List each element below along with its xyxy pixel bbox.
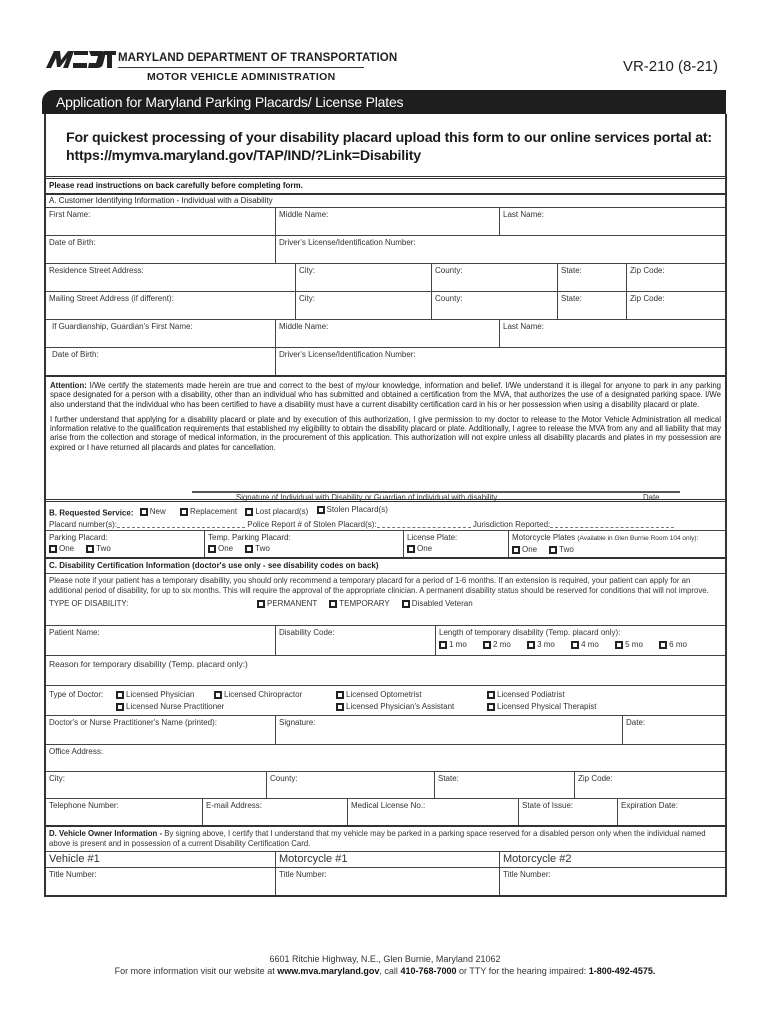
checkbox[interactable] [659,641,667,649]
attention-section [46,375,725,499]
footer-address: 6601 Ritchie Highway, N.E., Glen Burnie, Maryland 21062 [269,954,501,964]
parking-placard-label: Parking Placard: [49,533,108,542]
option-label: One [59,544,75,553]
option-label: One [522,545,538,554]
checkbox[interactable] [317,506,325,514]
option-label: Stolen Placard(s) [326,505,388,514]
option-label: 6 mo [669,640,687,649]
state-of-issue-field[interactable]: State of Issue: [518,799,617,825]
doctor-date-field[interactable]: Date: [622,716,725,744]
section-c-note: Please note if your patient has a temporary disability, you should only recommend a temporary placard for a period of 1-6 months. If an extension is required, your patient can apply for an additional period of disability, for up to six months. This will require the approval of the appropriate clinician. A permanent disability status should be reserved for conditions that will not improve. [49,576,709,595]
option-label: Licensed Podiatrist [497,690,565,699]
motorcycle-plates-two[interactable] [549,545,574,555]
option-label: Licensed Optometrist [346,690,422,699]
section-d-intro [46,827,725,851]
mailing-zip-field[interactable]: Zip Code: [626,292,725,319]
license-plate-one[interactable] [407,544,432,554]
option-label: Two [559,545,574,554]
checkbox[interactable] [571,641,579,649]
checkbox[interactable] [512,546,520,554]
doctor-physician-assistant-option[interactable] [336,701,454,713]
section-d-title: D. Vehicle Owner Information - [49,829,163,838]
middle-name-field[interactable]: Middle Name: [275,208,499,235]
police-report-input[interactable] [377,520,471,528]
length-1mo-option[interactable] [439,640,467,650]
option-label: New [149,507,166,516]
option-label: Disabled Veteran [411,599,473,609]
guardian-dob-row [46,347,725,375]
checkbox[interactable] [180,508,188,516]
motorcycle-2-header: Motorcycle #2 [499,852,725,867]
attention-label: Attention: [50,381,87,390]
disabled-veteran-option[interactable] [402,599,473,609]
portal-link[interactable]: https://mymva.maryland.gov/TAP/IND/?Link=Disability [66,148,421,164]
title-number-row [46,867,725,895]
checkbox[interactable] [336,691,344,699]
signature-label: Signature of Individual with Disability or Guardian of individual with disability [236,493,498,502]
checkbox[interactable] [615,641,623,649]
placard-numbers-input[interactable] [117,520,245,528]
placard-type-row [46,530,725,557]
doctor-type-row [46,685,725,715]
office-county-field[interactable]: County: [266,772,434,798]
license-plate-label: License Plate: [407,533,458,542]
option-label: 5 mo [625,640,643,649]
residence-address-field[interactable]: Residence Street Address: [49,266,144,275]
motorcycle-1-header: Motorcycle #1 [275,852,499,867]
mailing-row [46,291,725,319]
doctor-chiropractor-option[interactable] [214,689,302,701]
length-5mo-option[interactable] [615,640,643,650]
doctor-name-field[interactable]: Doctor's or Nurse Practitioner's Name (printed): [49,718,217,727]
checkbox[interactable] [336,703,344,711]
option-label: Licensed Nurse Practitioner [126,702,225,711]
checkbox[interactable] [439,641,447,649]
division-name: MOTOR VEHICLE ADMINISTRATION [147,71,336,83]
disability-temporary-option[interactable] [329,599,390,609]
footer-contact [0,965,770,977]
office-address-field[interactable]: Office Address: [49,747,104,756]
agency-rule [118,67,364,68]
checkbox[interactable] [257,600,265,608]
option-label: Two [96,544,111,553]
application-form [44,114,727,897]
checkbox[interactable] [549,546,557,554]
footer-info-prefix: For more information visit our website at [114,966,275,976]
option-label: 1 mo [449,640,467,649]
disability-type-group [49,599,722,609]
instructions-text: Please read instructions on back carefully before completing form. [49,181,303,190]
option-label: Licensed Physician [126,690,195,699]
expiration-date-field[interactable]: Expiration Date: [617,799,725,825]
section-d-header [46,825,725,851]
doctor-optometrist-option[interactable] [336,689,422,701]
parking-placard-one[interactable] [49,544,74,554]
disability-type-label: TYPE OF DISABILITY: [49,599,129,609]
mailing-city-field[interactable]: City: [295,292,431,319]
section-c-note-row [46,573,725,625]
doctor-name-row [46,715,725,744]
residence-county-field[interactable]: County: [431,264,557,291]
footer-tty-text: or TTY for the hearing impaired: [459,966,587,976]
checkbox[interactable] [116,703,124,711]
mailing-county-field[interactable]: County: [431,292,557,319]
attention-text-1: I/We certify the statements made herein are true and correct to the best of my/our knowledge, information and belief. I/We understand it is illegal for anyone to park in any parking space designated for a person with a disability, other than an individual who has submitted and obtained a certification from the MVA, that authorizes the use of a designated parking space. I/We also understand that the individual who has been certified to have a disability must have a current disability certification card in his or her possession when using a disability placard or plate. [50,381,721,409]
mailing-address-field[interactable]: Mailing Street Address (if different): [49,294,174,303]
option-label: Lost placard(s) [255,507,309,516]
mdot-logo-icon [44,48,116,70]
section-d-text: By signing above, I certify that I understand that my vehicle may be parked in a parking space reserved for a disabled person only when the individual named above is present and in possession of a current Disability Certification Card. [49,829,706,848]
doctor-signature-field[interactable]: Signature: [275,716,622,744]
checkbox[interactable] [407,545,415,553]
motorcycle-plates-group [508,531,725,557]
placard-numbers-label: Placard number(s): [49,519,118,529]
office-city-row [46,771,725,798]
service-stolen-option[interactable] [317,504,388,515]
guardian-dl-field[interactable]: Driver's License/Identification Number: [275,348,725,375]
attention-paragraph-1 [46,377,725,409]
temp-placard-group [204,531,403,557]
patient-row [46,625,725,655]
doctor-physical-therapist-option[interactable] [487,701,596,713]
signature-date-label: Date [643,493,660,502]
checkbox[interactable] [487,691,495,699]
temp-placard-label: Temp. Parking Placard: [208,533,291,542]
residence-city-field[interactable]: City: [295,264,431,291]
police-report-label: Police Report # of Stolen Placard(s): [247,519,377,529]
guardian-dob-field[interactable]: Date of Birth: [52,350,99,359]
section-c-header [46,557,725,573]
option-label: 2 mo [493,640,511,649]
section-b-service-row [46,499,725,530]
name-row [46,207,725,235]
checkbox[interactable] [86,545,94,553]
length-2mo-option[interactable] [483,640,511,650]
last-name-field[interactable]: Last Name: [499,208,725,235]
service-replacement-option[interactable] [180,506,237,517]
disability-code-field[interactable]: Disability Code: [275,626,435,655]
mailing-state-field[interactable]: State: [557,292,626,319]
option-label: Replacement [189,507,238,516]
office-address-row [46,744,725,771]
temp-placard-two[interactable] [245,544,270,554]
checkbox[interactable] [208,545,216,553]
vehicle-1-title-field[interactable]: Title Number: [49,869,97,879]
footer-call-text: , call [379,966,398,976]
dob-field[interactable]: Date of Birth: [49,238,96,247]
doctor-physician-option[interactable] [116,689,194,701]
section-b-title: B. Requested Service: [49,508,134,518]
motorcycle-plates-label: Motorcycle Plates [512,533,576,542]
doctor-type-label: Type of Doctor: [49,690,104,699]
vehicle-1-header: Vehicle #1 [49,852,100,865]
section-a-header [46,193,725,207]
form-title: Application for Maryland Parking Placards/ License Plates [42,90,726,114]
option-label: Licensed Chiropractor [224,690,303,699]
office-city-field[interactable]: City: [49,774,65,783]
length-3mo-option[interactable] [527,640,555,650]
option-label: 4 mo [581,640,599,649]
motorcycle-plates-one[interactable] [512,545,537,555]
doctor-podiatrist-option[interactable] [487,689,565,701]
parking-placard-two[interactable] [86,544,111,554]
jurisdiction-label: Jurisdiction Reported: [472,519,551,529]
form-footer [0,953,770,977]
agency-name: MARYLAND DEPARTMENT OF TRANSPORTATION [118,52,398,64]
office-zip-field[interactable]: Zip Code: [574,772,725,798]
checkbox[interactable] [487,703,495,711]
option-label: TEMPORARY [339,599,390,609]
length-6mo-option[interactable] [659,640,687,650]
checkbox[interactable] [245,508,253,516]
contact-row [46,798,725,825]
vehicle-header-row [46,851,725,867]
form-number: VR-210 (8-21) [622,58,718,75]
residence-state-field[interactable]: State: [557,264,626,291]
office-state-field[interactable]: State: [434,772,574,798]
telephone-field[interactable]: Telephone Number: [49,801,119,810]
option-label: 3 mo [537,640,555,649]
checkbox[interactable] [214,691,222,699]
checkbox[interactable] [49,545,57,553]
dl-number-field[interactable]: Driver's License/Identification Number: [275,236,725,263]
doctor-nurse-practitioner-option[interactable] [116,701,224,713]
service-lost-option[interactable] [245,506,308,517]
license-plate-group [403,531,508,557]
reason-field[interactable]: Reason for temporary disability (Temp. placard only:) [49,659,248,669]
disability-permanent-option[interactable] [257,599,317,609]
checkbox[interactable] [245,545,253,553]
checkbox[interactable] [402,600,410,608]
length-4mo-option[interactable] [571,640,599,650]
disability-length-group [435,626,725,655]
portal-notice [46,114,725,176]
residence-row [46,263,725,291]
first-name-field[interactable]: First Name: [49,210,91,219]
option-label: Licensed Physical Therapist [497,702,597,711]
footer-tty-phone: 1-800-492-4575. [588,966,656,976]
checkbox[interactable] [140,508,148,516]
checkbox[interactable] [116,691,124,699]
reason-row [46,655,725,685]
motorcycle-plates-note: (Available in Glen Burnie Room 104 only): [577,535,699,542]
footer-website-link[interactable]: www.mva.maryland.gov [277,966,380,976]
service-new-option[interactable] [140,506,166,517]
temp-placard-one[interactable] [208,544,233,554]
disability-length-label: Length of temporary disability (Temp. placard only): [439,628,621,637]
guardian-middle-name-field[interactable]: Middle Name: [275,320,499,347]
checkbox[interactable] [483,641,491,649]
footer-phone: 410-768-7000 [400,966,457,976]
jurisdiction-input[interactable] [550,520,674,528]
patient-name-field[interactable]: Patient Name: [49,628,100,637]
guardian-first-name-field[interactable]: If Guardianship, Guardian's First Name: [52,322,193,331]
email-field[interactable]: E-mail Address: [202,799,347,825]
form-header [40,44,730,89]
option-label: One [218,544,234,553]
option-label: One [417,544,433,553]
instructions-row [46,176,725,193]
portal-notice-text: For quickest processing of your disability placard upload this form to our online services portal at: [66,130,712,146]
option-label: Two [255,544,270,553]
guardian-last-name-field[interactable]: Last Name: [499,320,725,347]
option-label: Licensed Physician's Assistant [346,702,455,711]
section-c-title: C. Disability Certification Information (doctor's use only - see disability codes on back) [49,561,379,570]
section-a-title: A. Customer Identifying Information - Individual with a Disability [49,196,273,205]
motorcycle-2-title-field[interactable]: Title Number: [499,868,725,895]
checkbox[interactable] [329,600,337,608]
attention-paragraph-2: I further understand that applying for a disability placard or plate and by execution of this authorization, I give permission to my doctor to release to the Motor Vehicle Administration all medical information relative to the qualification requirements that established my eligibility to obtain the disability placard or plate. Additionally, I agree to release the MVA from any and all liability that may arise from the collection and storage of medical information, in the procurement of this application. This authorization will not expire unless all disability placards and plates in my possession are expired or I have returned all placards and plates for cancellation. [50,414,721,452]
dob-row [46,235,725,263]
checkbox[interactable] [527,641,535,649]
residence-zip-field[interactable]: Zip Code: [626,264,725,291]
medical-license-field[interactable]: Medical License No.: [347,799,518,825]
motorcycle-1-title-field[interactable]: Title Number: [275,868,499,895]
option-label: PERMANENT [267,599,318,609]
parking-placard-group [46,531,204,557]
guardian-name-row [46,319,725,347]
